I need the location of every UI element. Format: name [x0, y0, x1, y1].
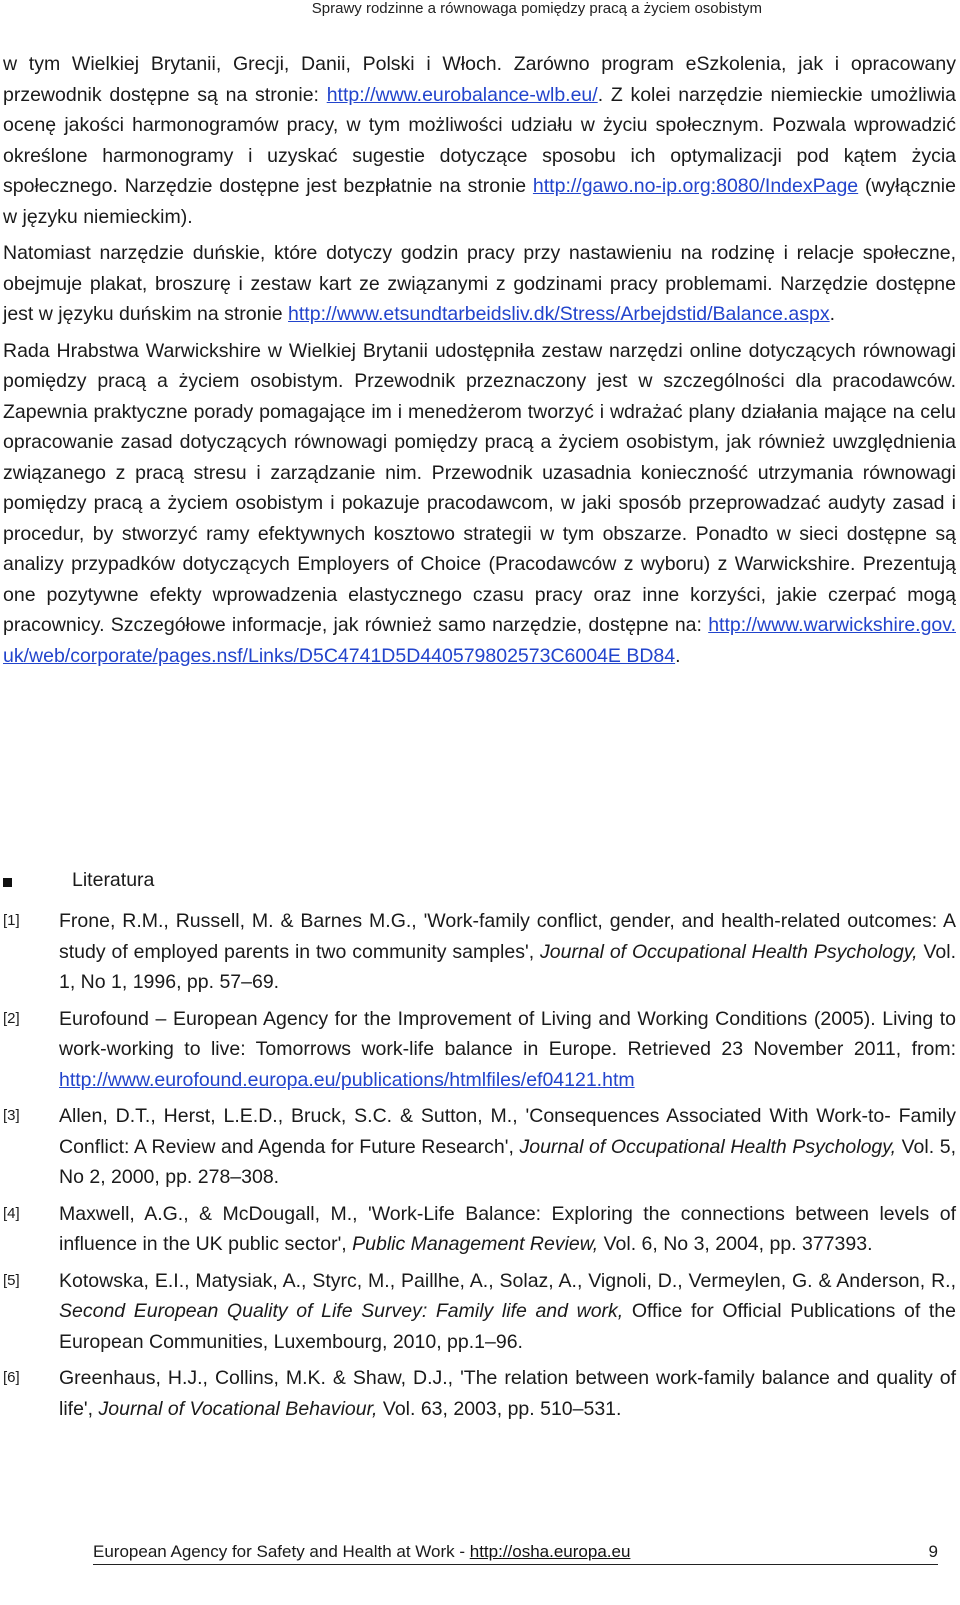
- reference-item: [3, 1363, 956, 1424]
- reference-number: [5]: [3, 1271, 20, 1289]
- body-text: [3, 49, 956, 677]
- paragraph-text: Rada Hrabstwa Warwickshire w Wielkiej Brytanii udostępniła zestaw narzędzi online dotyczących równowagi pomiędzy pracą a życiem osobistym. Przewodnik przeznaczony jest w szczególności dla pracodawców. Zapewnia praktyczne porady pomagające im i menedżerom tworzyć i wdrażać plany działania mające na celu opracowanie zasad dotyczących równowagi pomiędzy pracą a życiem osobistym, jak również uwzględnienia związanego z pracą stresu i zarządzanie nim. Przewodnik uzasadnia konieczność utrzymania równowagi pomiędzy pracą a życiem osobistym i pokazuje pracodawcom, w jaki sposób przeprowadzać audyty zasad i procedur, by stworzyć ramy efektywnych kosztowo strategii w tym obszarze. Ponadto w sieci dostępne są analizy przypadków dotyczących Employers of Choice (Pracodawców z wyboru) z Warwickshire. Prezentują one pozytywne efekty wprowadzenia elastycznego czasu pracy oraz inne korzyści, jakie czerpać mogą pracownicy. Szczegółowe informacje, jak również samo narzędzie, dostępne na:: [3, 339, 956, 636]
- footer-agency: European Agency for Safety and Health at Work - http://osha.europa.eu: [93, 1542, 631, 1561]
- reference-item: [3, 1101, 956, 1193]
- link-eurofound[interactable]: http://www.eurofound.europa.eu/publications/htmlfiles/ef04121.htm: [59, 1068, 635, 1091]
- section-heading: [3, 869, 154, 892]
- paragraph: [3, 49, 956, 232]
- reference-number: [1]: [3, 912, 20, 929]
- square-bullet-icon: [3, 878, 12, 887]
- link-gawo[interactable]: http://gawo.no-ip.org:8080/IndexPage: [532, 175, 859, 197]
- page-number: 9: [928, 1542, 938, 1561]
- paragraph: [3, 336, 956, 672]
- reference-text: Maxwell, A.G., & McDougall, M., 'Work-Life Balance: Exploring the connections between levels of influence in the UK public sector', Public Management Review, Vol. 6, No 3, 2004, pp. 377393.: [59, 1202, 956, 1255]
- paragraph-text: w tym Wielkiej Brytanii, Grecji, Danii, Polski i Włoch. Zarówno program eSzkolenia, jak i opracowany przewodnik dostępne są na stronie:: [3, 53, 956, 106]
- reference-text: Allen, D.T., Herst, L.E.D., Bruck, S.C. & Sutton, M., 'Consequences Associated With Work-to- Family Conflict: A Review and Agenda for Future Research', Journal of Occupational Health Psychology, Vol. 5, No 2, 2000, pp. 278–308.: [59, 1105, 956, 1188]
- running-header: Sprawy rodzinne a równowaga pomiędzy pracą a życiem osobistym: [311, 0, 762, 17]
- reference-number: [6]: [3, 1369, 20, 1386]
- reference-list: [3, 906, 956, 1430]
- paragraph: [3, 238, 956, 330]
- reference-item: [3, 906, 956, 998]
- link-warwickshire[interactable]: http://www.warwickshire.gov.uk/web/corporate/pages.nsf/Links/D5C4741D5D440579802573C6004E BD84: [3, 614, 956, 667]
- reference-text: Greenhaus, H.J., Collins, M.K. & Shaw, D.J., 'The relation between work-family balance and quality of life', Journal of Vocational Behaviour, Vol. 63, 2003, pp. 510–531.: [59, 1367, 956, 1420]
- paragraph-text: (wyłącznie w języku niemieckim).: [3, 175, 956, 228]
- reference-number: [3]: [3, 1107, 20, 1124]
- reference-number: [2]: [3, 1009, 20, 1027]
- section-title: Literatura: [72, 869, 155, 891]
- reference-item: [3, 1199, 956, 1260]
- link-etsundtarbeidsliv[interactable]: http://www.etsundtarbeidsliv.dk/Stress/Arbejdstid/Balance.aspx: [288, 303, 830, 325]
- reference-text: Kotowska, E.I., Matysiak, A., Styrc, M., Paillhe, A., Solaz, A., Vignoli, D., Vermeylen, G. & Anderson, R., Second European Quality of Life Survey: Family life and work, Office for Official Publications of the European Communities, Luxembourg, 2010, pp.1–96.: [59, 1269, 956, 1353]
- paragraph-text: .: [829, 303, 836, 325]
- link-eurobalance[interactable]: http://www.eurobalance-wlb.eu/: [326, 83, 598, 106]
- reference-item: [3, 1266, 956, 1358]
- paragraph-text: . Z kolei narzędzie niemieckie umożliwia ocenę jakości harmonogramów pracy, w tym możliwości udziału w życiu społecznym. Pozwala wprowadzić określone harmonogramy i uzyskać sugestie dotyczące sposobu ich optymalizacji pod kątem życia społecznego. Narzędzie dostępne jest bezpłatnie na stronie: [3, 83, 956, 197]
- reference-item: [3, 1004, 956, 1096]
- reference-text: Frone, R.M., Russell, M. & Barnes M.G., 'Work-family conflict, gender, and health-related outcomes: A study of employed parents in two community samples', Journal of Occupational Health Psychology, Vol. 1, No 1, 1996, pp. 57–69.: [59, 910, 956, 993]
- page-footer: [93, 1542, 938, 1565]
- reference-text: Eurofound – European Agency for the Improvement of Living and Working Conditions (2005). Living to work-working to live: Tomorrows work-life balance in Europe. Retrieved 23 November 2011, from: http://www.eurofound.europa.eu/publications/htmlfiles/ef04121.htm: [59, 1007, 956, 1091]
- paragraph-text: Natomiast narzędzie duńskie, które dotyczy godzin pracy przy nastawieniu na rodzinę i relacje społeczne, obejmuje plakat, broszurę i zestaw kart ze związanymi z godzinami pracy problemami. Narzędzie dostępne jest w języku duńskim na stronie: [3, 242, 956, 325]
- footer-link[interactable]: http://osha.europa.eu: [469, 1542, 631, 1561]
- paragraph-text: .: [675, 644, 681, 667]
- reference-number: [4]: [3, 1204, 20, 1222]
